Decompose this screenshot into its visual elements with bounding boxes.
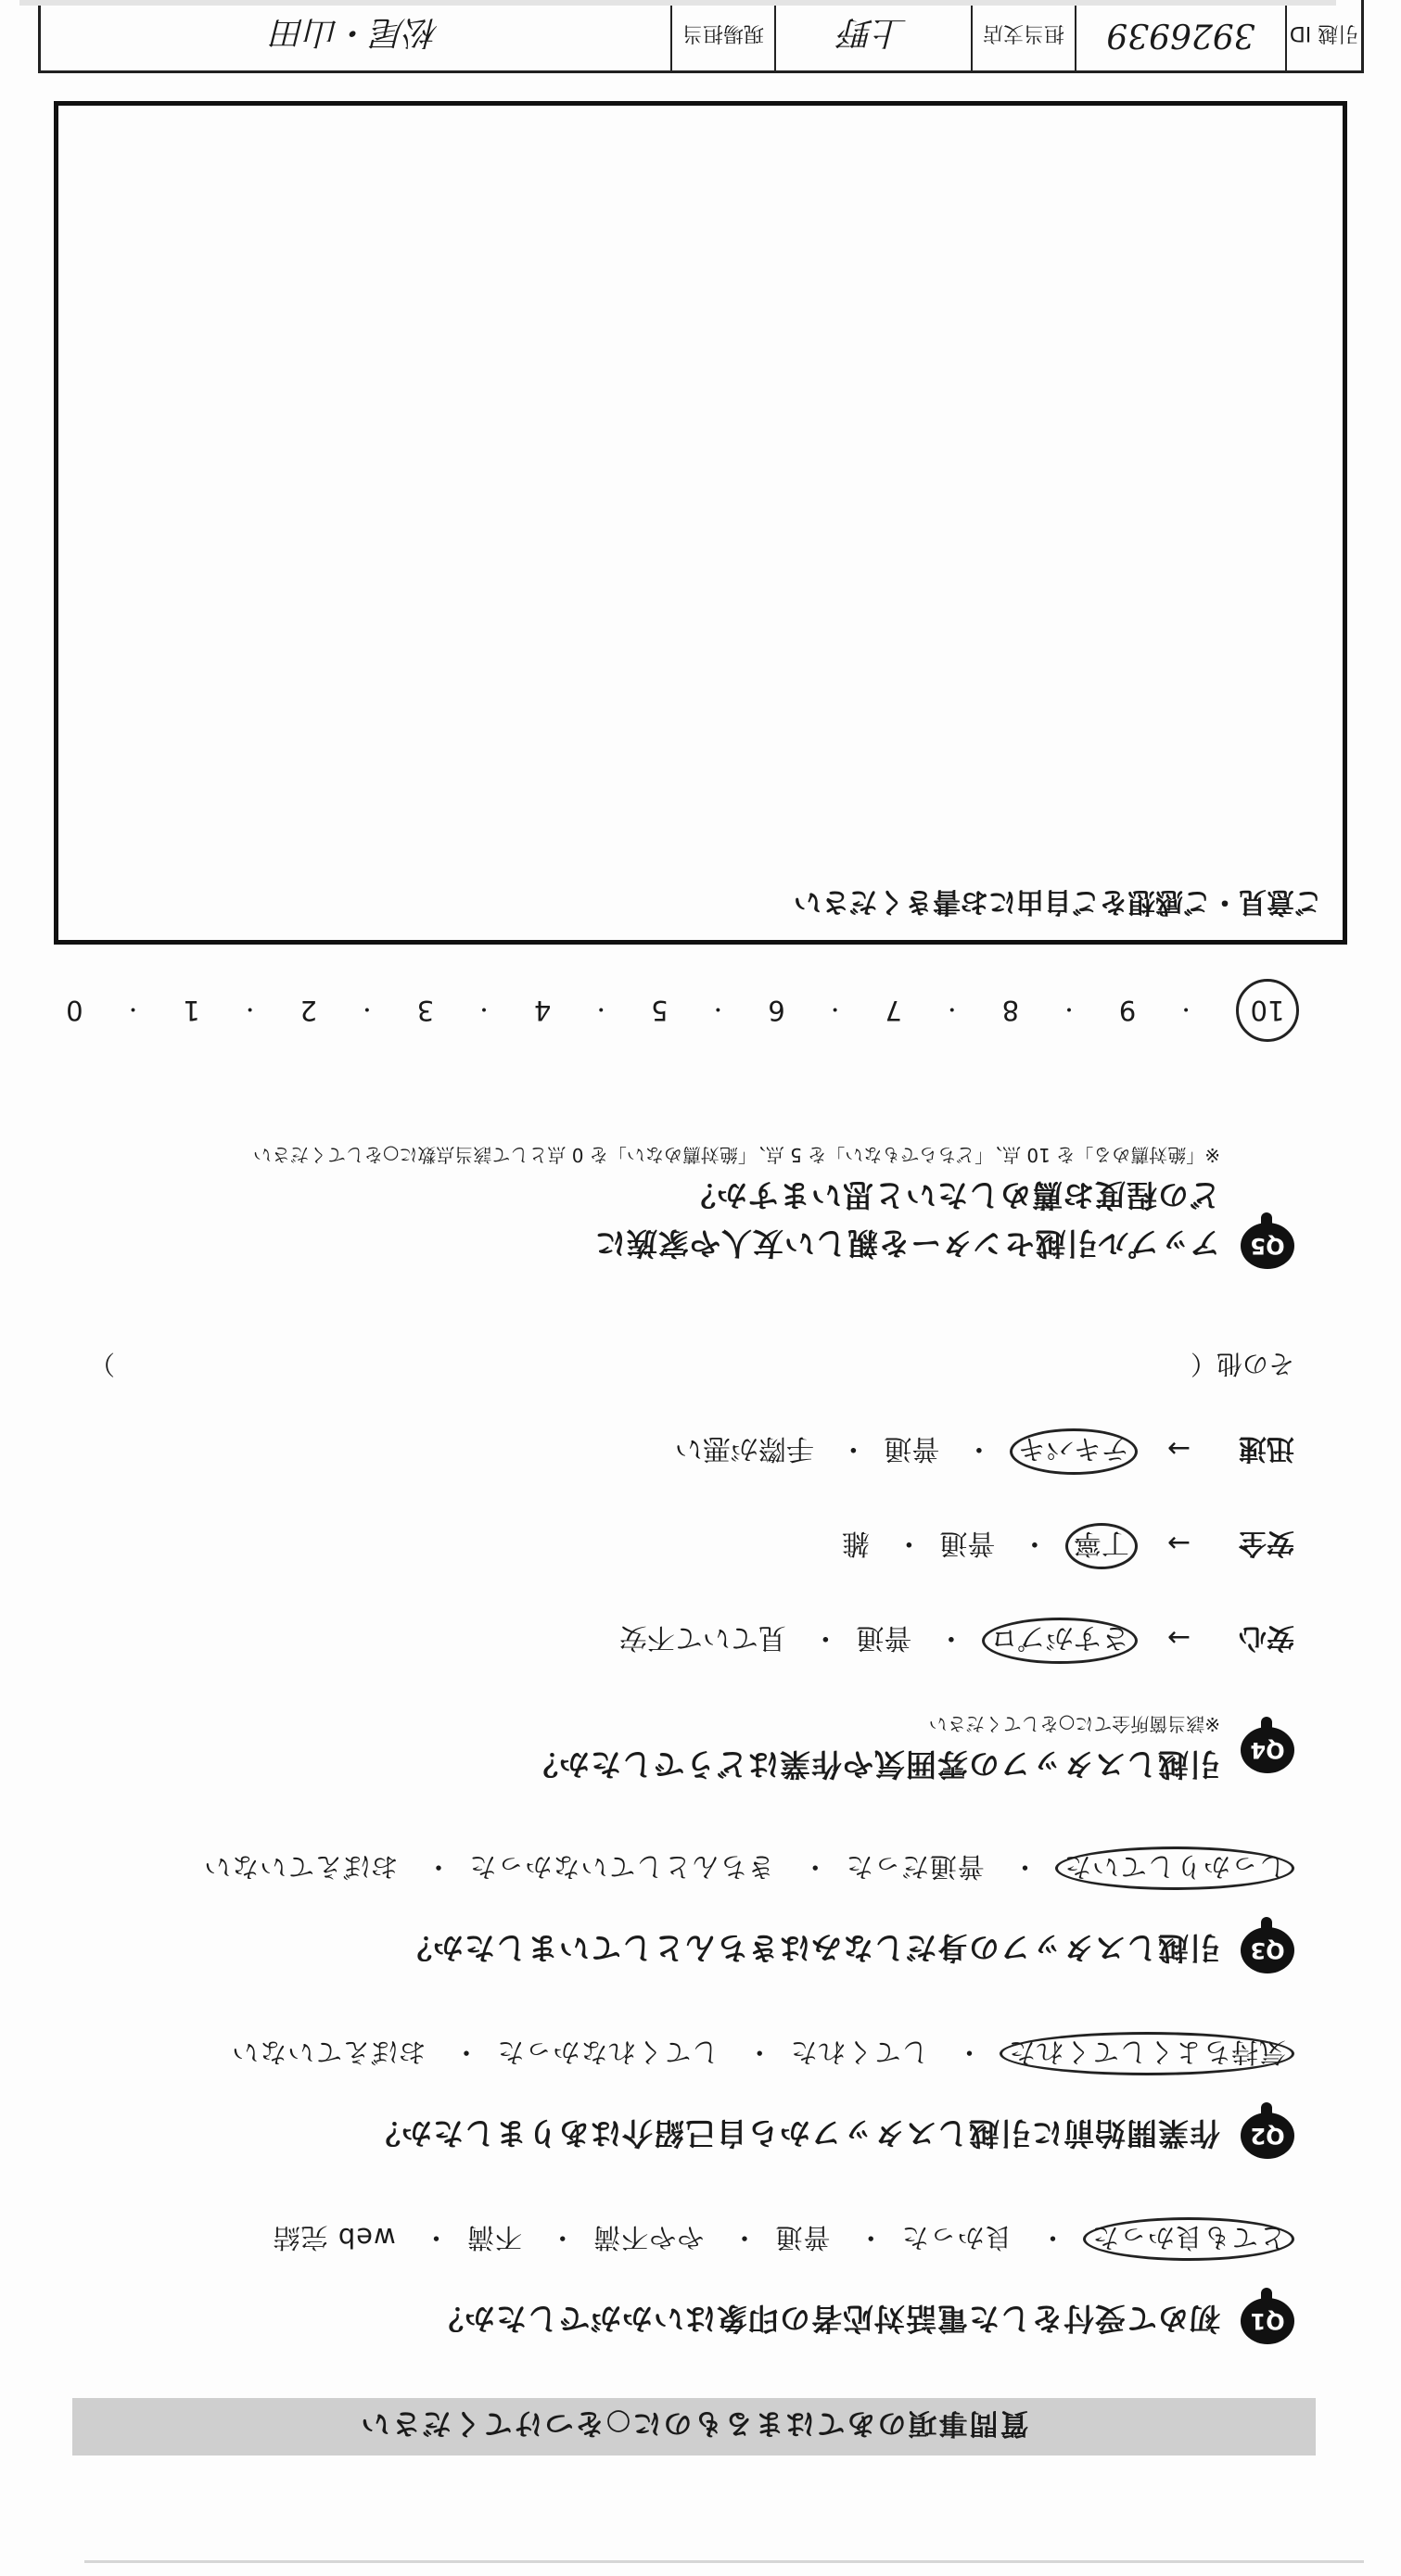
- arrow-right-icon: →: [1166, 1621, 1191, 1654]
- footer-table: [38, 0, 1364, 73]
- q4-option[interactable]: 普通: [856, 1621, 912, 1654]
- q4-option[interactable]: 雑: [841, 1527, 870, 1559]
- q5-score[interactable]: 8: [1001, 995, 1020, 1026]
- q3-options: しっかりしていた・ 普通だった・ きちんとしていなかった・ おぼえていない: [52, 1846, 1294, 1890]
- q5-badge-icon: Q5: [1241, 1223, 1294, 1269]
- q1-option[interactable]: web 完結: [272, 2222, 396, 2253]
- q4-row-jinsoku: 迅速 → テキパキ・ 普通・ 手際が悪い: [52, 1428, 1294, 1475]
- question-4: [52, 1347, 1294, 1788]
- q2-badge-icon: Q2: [1241, 2113, 1294, 2159]
- q4-note: ※該当箇所全てに○をしてください: [928, 1713, 1220, 1735]
- staff-label: 現場担当: [670, 0, 774, 70]
- q1-option[interactable]: 普通: [774, 2222, 831, 2253]
- q3-text: 引越しスタッフの身だしなみはきちんとしていましたか？: [401, 1930, 1220, 1967]
- q4-other[interactable]: [52, 1347, 1294, 1384]
- q4-option[interactable]: 普通: [884, 1432, 940, 1465]
- q5-text-line2: どの程度お薦めしたいと思いますか？: [684, 1177, 1220, 1213]
- q2-options: 気持ちよくしてくれた・ してくれた・ してくれなかった・ おぼえていない: [52, 2032, 1294, 2075]
- id-value: 3926939: [1075, 0, 1285, 70]
- scan-edge-bottom: [19, 0, 1336, 6]
- question-3: [52, 1846, 1294, 1973]
- q5-text-line1: アップル引越センターを親しい友人や家族に: [593, 1225, 1220, 1263]
- q5-score[interactable]: 1: [183, 995, 200, 1026]
- q3-option[interactable]: 普通だった: [845, 1851, 985, 1883]
- q4-row-anzen: 安全 → 丁寧・ 普通・ 雑: [52, 1523, 1294, 1569]
- arrow-right-icon: →: [1166, 1432, 1191, 1465]
- question-1: [52, 2217, 1294, 2344]
- q4-option-selected[interactable]: テキパキ: [1010, 1428, 1138, 1475]
- q5-note: ※「絶対薦める」を 10 点、「どちらでもない」を 5 点、「絶対薦めない」を 0 点として該当点数に○をしてください: [252, 1144, 1220, 1166]
- instruction-banner: [72, 2398, 1316, 2455]
- q4-other-close: ）: [88, 1349, 115, 1379]
- q2-option-selected[interactable]: 気持ちよくしてくれた: [1000, 2032, 1294, 2075]
- branch-value: 上野: [774, 0, 971, 70]
- q5-score[interactable]: 4: [533, 995, 552, 1026]
- instruction-text: 質問事項のあてはまるものに○をつけてください: [359, 2406, 1029, 2441]
- q4-other-label: その他（: [1190, 1349, 1294, 1379]
- q5-score[interactable]: 0: [66, 995, 83, 1026]
- q5-score[interactable]: 2: [299, 995, 317, 1026]
- comments-label: ご意見・ご感想をご自由にお書きください: [794, 885, 1322, 918]
- q4-category: 安心: [1239, 1621, 1294, 1654]
- q3-option-selected[interactable]: しっかりしていた: [1055, 1846, 1294, 1890]
- staff-value: 松尾・山田: [272, 13, 439, 52]
- q4-text: 引越しスタッフの雰囲気や作業はどうでしたか？: [527, 1746, 1220, 1783]
- q4-badge-icon: Q4: [1241, 1727, 1294, 1773]
- q2-option[interactable]: してくれなかった: [496, 2037, 720, 2068]
- q4-option[interactable]: 見ていて不安: [618, 1621, 786, 1654]
- q5-score-selected[interactable]: 10: [1236, 979, 1299, 1042]
- question-2: [52, 2032, 1294, 2159]
- q1-option[interactable]: 良かった: [900, 2222, 1013, 2253]
- q4-category: 安全: [1239, 1527, 1294, 1559]
- q4-option-selected[interactable]: さすがプロ: [982, 1618, 1138, 1664]
- q4-category: 迅速: [1239, 1432, 1294, 1465]
- q5-score[interactable]: 5: [651, 995, 669, 1026]
- q3-option[interactable]: きちんとしていなかった: [468, 1851, 775, 1883]
- q1-option[interactable]: 不満: [465, 2222, 522, 2253]
- q1-options: とても良かった・ 良かった・ 普通・ やや不満・ 不満・ web 完結: [52, 2217, 1294, 2261]
- q1-badge-icon: Q1: [1241, 2298, 1294, 2344]
- q2-option[interactable]: おぼえていない: [231, 2037, 427, 2068]
- q1-option[interactable]: やや不満: [592, 2222, 705, 2253]
- q4-option-selected[interactable]: 丁寧: [1065, 1523, 1138, 1569]
- q4-row-anshin: 安心 → さすがプロ・ 普通・ 見ていて不安: [52, 1618, 1294, 1664]
- q5-score[interactable]: 3: [416, 995, 435, 1026]
- q5-score[interactable]: 9: [1118, 995, 1137, 1026]
- branch-label: 担当支店: [971, 0, 1075, 70]
- id-label: 引越 ID: [1285, 0, 1361, 70]
- scan-edge-top: [84, 2560, 1364, 2563]
- q2-option[interactable]: してくれた: [789, 2037, 929, 2068]
- comments-box[interactable]: [54, 101, 1347, 945]
- arrow-right-icon: →: [1166, 1527, 1191, 1559]
- q1-option-selected[interactable]: とても良かった: [1083, 2217, 1294, 2261]
- q2-text: 作業開始前に引越しスタッフから自己紹介はありましたか？: [369, 2115, 1220, 2152]
- q5-score[interactable]: 7: [885, 995, 902, 1026]
- q4-option[interactable]: 手際が悪い: [674, 1432, 814, 1465]
- q1-text: 初めて受付をした電話対応者の印象はいかがでしたか？: [432, 2301, 1220, 2338]
- q3-option[interactable]: おぼえていない: [203, 1851, 399, 1883]
- q3-badge-icon: Q3: [1241, 1927, 1294, 1973]
- question-5: [52, 1143, 1294, 1269]
- q4-option[interactable]: 普通: [939, 1527, 996, 1559]
- q5-scale: 10 ・ 9 ・ 8 ・ 7 ・ 6 ・ 5 ・ 4 ・ 3 ・ 2 ・ 1 ・ 0: [66, 979, 1299, 1042]
- q5-score[interactable]: 6: [768, 995, 785, 1026]
